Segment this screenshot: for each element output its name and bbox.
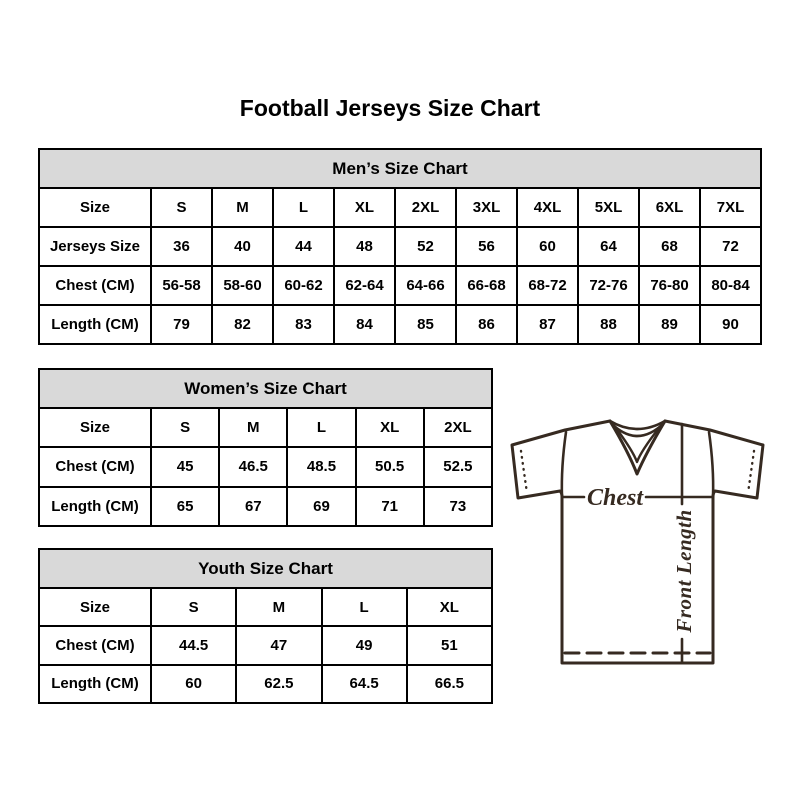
size-value: 2XL xyxy=(395,188,456,227)
front-length-measure-label: Front Length xyxy=(672,509,696,633)
table-row xyxy=(39,487,492,526)
mens-table-title: Men’s Size Chart xyxy=(39,149,761,188)
table-row xyxy=(39,227,761,266)
size-value: 64.5 xyxy=(322,665,407,703)
table-row xyxy=(39,408,492,447)
size-value: 86 xyxy=(456,305,517,344)
row-label: Size xyxy=(39,408,151,447)
size-value: 45 xyxy=(151,447,219,486)
size-value: 85 xyxy=(395,305,456,344)
size-value: 58-60 xyxy=(212,266,273,305)
size-value: 89 xyxy=(639,305,700,344)
size-value: S xyxy=(151,408,219,447)
left-armhole-seam xyxy=(562,432,566,497)
size-value: 5XL xyxy=(578,188,639,227)
size-value: 46.5 xyxy=(219,447,287,486)
youth-table-title: Youth Size Chart xyxy=(39,549,492,588)
row-label: Length (CM) xyxy=(39,487,151,526)
chest-measure-label: Chest xyxy=(586,485,644,511)
size-value: 62-64 xyxy=(334,266,395,305)
size-value: 80-84 xyxy=(700,266,761,305)
size-value: 79 xyxy=(151,305,212,344)
size-value: S xyxy=(151,188,212,227)
size-value: 72-76 xyxy=(578,266,639,305)
table-row xyxy=(39,588,492,626)
size-value: 60 xyxy=(151,665,236,703)
size-value: M xyxy=(219,408,287,447)
size-value: 56-58 xyxy=(151,266,212,305)
size-value: 44 xyxy=(273,227,334,266)
size-value: L xyxy=(273,188,334,227)
size-value: XL xyxy=(407,588,492,626)
size-value: 44.5 xyxy=(151,626,236,664)
size-value: 6XL xyxy=(639,188,700,227)
size-value: 71 xyxy=(356,487,424,526)
table-header-row xyxy=(39,549,492,588)
size-value: 2XL xyxy=(424,408,492,447)
mens-size-table xyxy=(38,148,762,345)
row-label: Chest (CM) xyxy=(39,447,151,486)
table-row xyxy=(39,266,761,305)
size-value: 66-68 xyxy=(456,266,517,305)
left-cuff-stitch-line xyxy=(521,451,527,493)
row-label: Length (CM) xyxy=(39,665,151,703)
size-value: 40 xyxy=(212,227,273,266)
size-value: 84 xyxy=(334,305,395,344)
table-row xyxy=(39,626,492,664)
size-value: 90 xyxy=(700,305,761,344)
size-value: 64-66 xyxy=(395,266,456,305)
size-value: 60-62 xyxy=(273,266,334,305)
size-value: 51 xyxy=(407,626,492,664)
size-value: M xyxy=(236,588,321,626)
size-value: 72 xyxy=(700,227,761,266)
jersey-outline-icon xyxy=(512,421,763,663)
row-label: Chest (CM) xyxy=(39,266,151,305)
table-row xyxy=(39,305,761,344)
size-value: 50.5 xyxy=(356,447,424,486)
size-value: 4XL xyxy=(517,188,578,227)
size-value: XL xyxy=(356,408,424,447)
size-value: 88 xyxy=(578,305,639,344)
row-label: Size xyxy=(39,588,151,626)
size-value: 69 xyxy=(287,487,355,526)
size-value: 68-72 xyxy=(517,266,578,305)
size-value: XL xyxy=(334,188,395,227)
table-header-row xyxy=(39,369,492,408)
size-value: 76-80 xyxy=(639,266,700,305)
size-value: 68 xyxy=(639,227,700,266)
size-value: 48.5 xyxy=(287,447,355,486)
size-value: 49 xyxy=(322,626,407,664)
size-value: 47 xyxy=(236,626,321,664)
table-row xyxy=(39,188,761,227)
womens-size-table xyxy=(38,368,493,527)
size-value: 36 xyxy=(151,227,212,266)
size-value: L xyxy=(287,408,355,447)
row-label: Size xyxy=(39,188,151,227)
jersey-diagram xyxy=(500,415,775,670)
row-label: Length (CM) xyxy=(39,305,151,344)
size-value: 48 xyxy=(334,227,395,266)
size-value: 66.5 xyxy=(407,665,492,703)
size-value: L xyxy=(322,588,407,626)
right-cuff-stitch-line xyxy=(748,451,754,493)
size-value: 73 xyxy=(424,487,492,526)
size-value: 60 xyxy=(517,227,578,266)
row-label: Chest (CM) xyxy=(39,626,151,664)
womens-table-title: Women’s Size Chart xyxy=(39,369,492,408)
youth-size-table xyxy=(38,548,493,704)
page-title: Football Jerseys Size Chart xyxy=(239,95,541,121)
size-value: 7XL xyxy=(700,188,761,227)
size-value: 56 xyxy=(456,227,517,266)
row-label: Jerseys Size xyxy=(39,227,151,266)
size-value: 62.5 xyxy=(236,665,321,703)
right-armhole-seam xyxy=(709,432,713,497)
table-row xyxy=(39,665,492,703)
size-value: 87 xyxy=(517,305,578,344)
size-value: 3XL xyxy=(456,188,517,227)
table-row xyxy=(39,447,492,486)
size-value: 52 xyxy=(395,227,456,266)
size-value: 52.5 xyxy=(424,447,492,486)
size-value: 82 xyxy=(212,305,273,344)
size-value: S xyxy=(151,588,236,626)
size-value: 83 xyxy=(273,305,334,344)
table-header-row xyxy=(39,149,761,188)
size-value: 67 xyxy=(219,487,287,526)
size-value: 64 xyxy=(578,227,639,266)
size-value: 65 xyxy=(151,487,219,526)
size-value: M xyxy=(212,188,273,227)
